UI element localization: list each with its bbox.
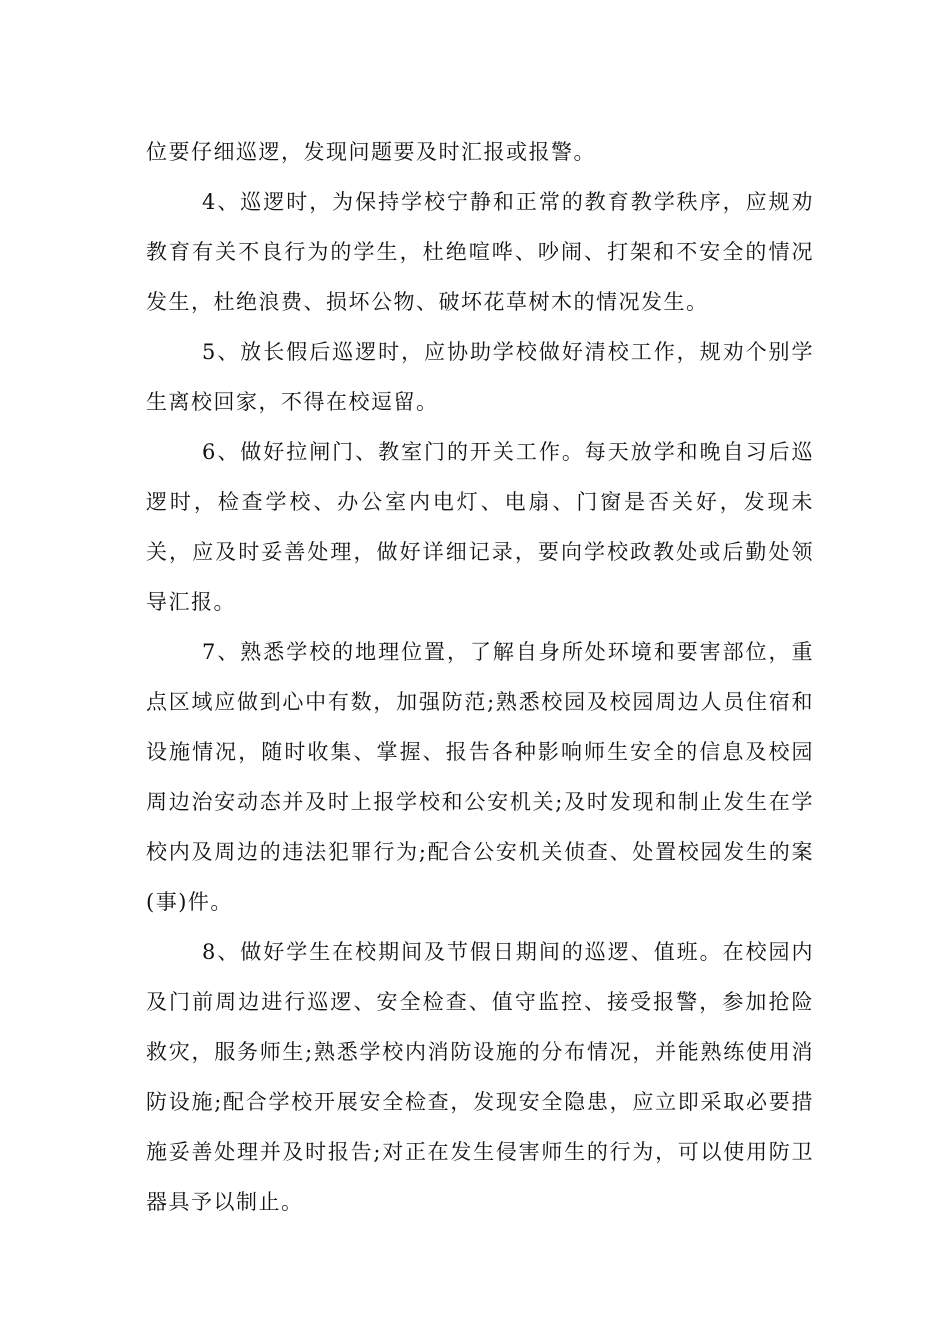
paragraph-item-6: 6、做好拉闸门、教室门的开关工作。每天放学和晚自习后巡逻时，检查学校、办公室内电灯、电扇、门窗是否关好，发现未关，应及时妥善处理，做好详细记录，要向学校政教处或后勤处领导汇报。 [146, 440, 814, 614]
paragraph-item-8: 8、做好学生在校期间及节假日期间的巡逻、值班。在校园内及门前周边进行巡逻、安全检查、值守监控、接受报警，参加抢险救灾，服务师生;熟悉学校内消防设施的分布情况，并能熟练使用消防设施;配合学校开展安全检查，发现安全隐患，应立即采取必要措施妥善处理并及时报告;对正在发生侵害师生的行为，可以使用防卫器具予以制止。 [146, 940, 814, 1214]
paragraph-item-5: 5、放长假后巡逻时，应协助学校做好清校工作，规劝个别学生离校回家，不得在校逗留。 [146, 340, 814, 414]
paragraph-item-7: 7、熟悉学校的地理位置，了解自身所处环境和要害部位，重点区域应做到心中有数，加强防范;熟悉校园及校园周边人员住宿和设施情况，随时收集、掌握、报告各种影响师生安全的信息及校园周边治安动态并及时上报学校和公安机关;及时发现和制止发生在学校内及周边的违法犯罪行为;配合公安机关侦查、处置校园发生的案(事)件。 [146, 640, 814, 914]
paragraph-continuation: 位要仔细巡逻，发现问题要及时汇报或报警。 [146, 140, 596, 164]
document-body [146, 127, 814, 1227]
paragraph-item-4: 4、巡逻时，为保持学校宁静和正常的教育教学秩序，应规劝教育有关不良行为的学生，杜绝喧哗、吵闹、打架和不安全的情况发生，杜绝浪费、损坏公物、破坏花草树木的情况发生。 [146, 190, 814, 314]
